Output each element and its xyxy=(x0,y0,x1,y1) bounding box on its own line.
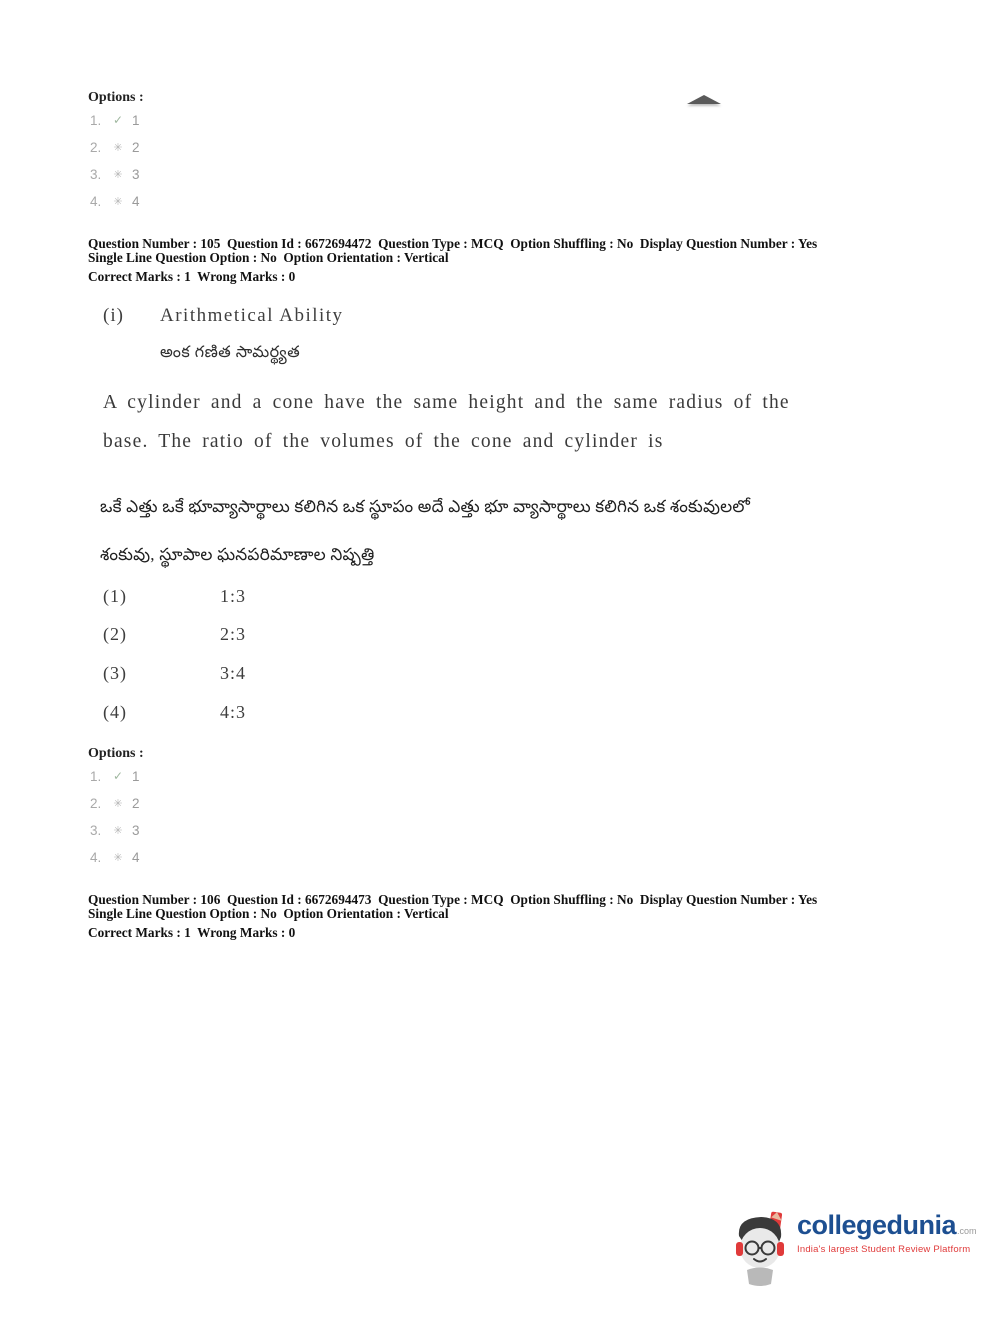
options-list-bottom xyxy=(90,765,140,868)
question-105-meta-line2: Single Line Question Option : No Option Orientation : Vertical xyxy=(88,250,449,265)
option-row xyxy=(90,109,140,131)
option-number: 3. xyxy=(90,822,102,838)
option-number: 2. xyxy=(90,795,102,811)
question-text-en-line2: base. The ratio of the volumes of the cone and cylinder is xyxy=(103,431,664,452)
choice-value: 1:3 xyxy=(220,586,247,606)
cross-icon: ✳ xyxy=(113,851,123,864)
option-number: 4. xyxy=(90,849,102,865)
choice-value: 2:3 xyxy=(220,624,247,644)
question-105-meta-line1: Question Number : 105 Question Id : 6672694472 Question Type : MCQ Option Shuffling : No Display Question Number : Yes xyxy=(88,236,818,251)
options-heading-top: Options : xyxy=(88,90,144,105)
options-heading-bottom: Options : xyxy=(88,746,144,761)
cross-icon: ✳ xyxy=(113,168,123,181)
option-number: 3. xyxy=(90,166,102,182)
check-icon: ✓ xyxy=(112,769,124,783)
option-row xyxy=(90,190,140,212)
section-title-telugu: అంక గణిత సామర్థ్యత xyxy=(160,344,301,361)
choice-value: 3:4 xyxy=(220,663,247,683)
section-title: Arithmetical Ability xyxy=(160,305,344,326)
brand-name: collegedunia xyxy=(797,1210,957,1240)
choice-label: (1) xyxy=(103,586,127,606)
question-text-en-line1: A cylinder and a cone have the same height and the same radius of the xyxy=(103,392,790,413)
cross-icon: ✳ xyxy=(113,824,123,837)
cross-icon: ✳ xyxy=(113,797,123,810)
collegedunia-logo xyxy=(733,1210,977,1293)
option-value: 2 xyxy=(132,795,140,811)
option-number: 4. xyxy=(90,193,102,209)
option-row xyxy=(90,819,140,841)
question-106-meta-line3: Correct Marks : 1 Wrong Marks : 0 xyxy=(88,925,296,940)
option-value: 4 xyxy=(132,849,140,865)
choice-value: 4:3 xyxy=(220,702,247,722)
choice-label: (4) xyxy=(103,702,127,722)
option-value: 2 xyxy=(132,139,140,155)
question-106-meta-line1: Question Number : 106 Question Id : 6672694473 Question Type : MCQ Option Shuffling : No Display Question Number : Yes xyxy=(88,892,818,907)
option-value: 1 xyxy=(132,112,140,128)
option-row xyxy=(90,846,140,868)
option-value: 3 xyxy=(132,822,140,838)
option-row xyxy=(90,136,140,158)
option-number: 1. xyxy=(90,112,102,128)
option-row xyxy=(90,792,140,814)
brand-suffix: .com xyxy=(957,1226,977,1236)
choice-label: (2) xyxy=(103,624,127,644)
question-106-meta-line2: Single Line Question Option : No Option Orientation : Vertical xyxy=(88,906,449,921)
collegedunia-mascot-icon xyxy=(733,1210,789,1293)
cross-icon: ✳ xyxy=(113,141,123,154)
options-list-top xyxy=(90,109,140,212)
option-value: 3 xyxy=(132,166,140,182)
section-index: (i) xyxy=(103,305,124,326)
option-number: 2. xyxy=(90,139,102,155)
brand-tagline: India's largest Student Review Platform xyxy=(797,1244,971,1255)
option-number: 1. xyxy=(90,768,102,784)
collapse-arrow-icon[interactable] xyxy=(687,95,721,104)
option-value: 4 xyxy=(132,193,140,209)
option-row xyxy=(90,765,140,787)
question-text-te-line2: శంకువు, స్థూపాల ఘనపరిమాణాల నిష్పత్తి xyxy=(100,545,375,564)
option-value: 1 xyxy=(132,768,140,784)
choice-label: (3) xyxy=(103,663,127,683)
cross-icon: ✳ xyxy=(113,195,123,208)
question-105-meta-line3: Correct Marks : 1 Wrong Marks : 0 xyxy=(88,269,296,284)
check-icon: ✓ xyxy=(112,113,124,127)
question-text-te-line1: ఒకే ఎత్తు ఒకే భూవ్యాసార్థాలు కలిగిన ఒక స్థూపం అదే ఎత్తు భూ వ్యాసార్థాలు కలిగిన ఒక శంకువులలో xyxy=(100,497,751,516)
option-row xyxy=(90,163,140,185)
